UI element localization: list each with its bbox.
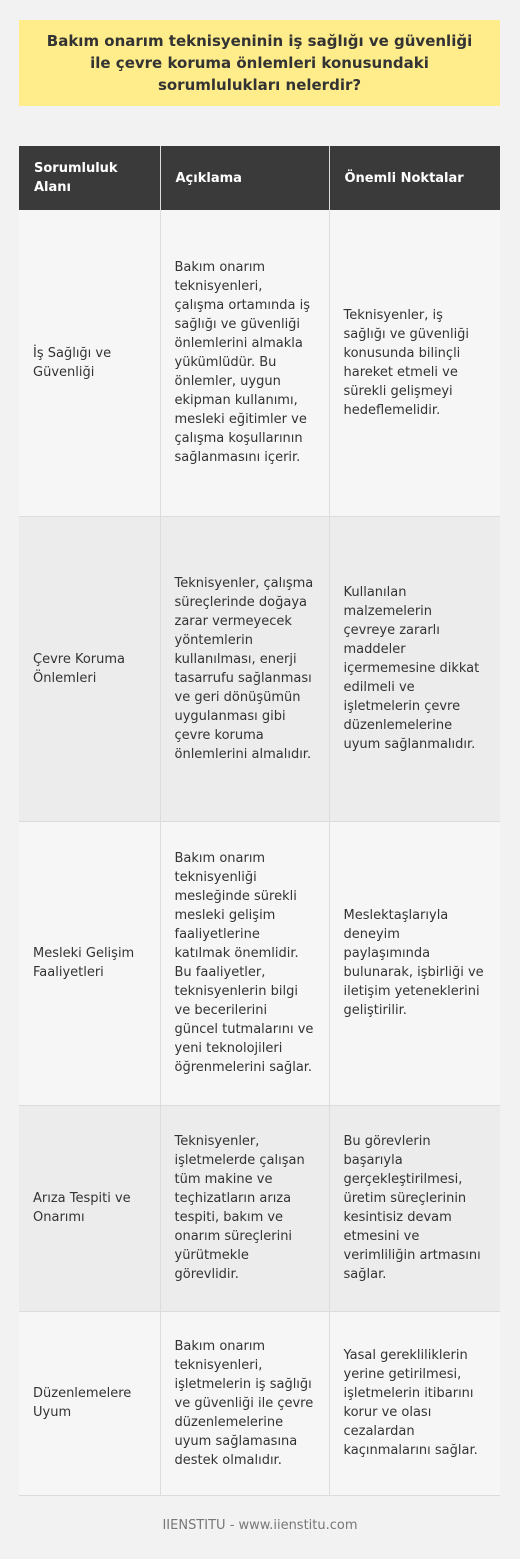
- description-cell: Teknisyenler, işletmelerde çalışan tüm makine ve teçhizatların arıza tespiti, bakım ve onarım süreçlerini yürütmekle görevlidir.: [160, 1105, 329, 1311]
- footer-credit: IIENSTITU - www.iienstitu.com: [162, 1518, 358, 1533]
- description-cell: Bakım onarım teknisyenleri, çalışma ortamında iş sağlığı ve güvenliği önlemlerini almakla yükümlüdür. Bu önlemler, uygun ekipman kullanımı, mesleki eğitimler ve çalışma koşullarının sağlanmasını içerir.: [160, 210, 329, 516]
- notes-cell: Kullanılan malzemelerin çevreye zararlı maddeler içermemesine dikkat edilmeli ve işletmelerin çevre düzenlemelerine uyum sağlanmalıdır.: [329, 516, 500, 821]
- table-row: [19, 1311, 500, 1495]
- table-row: [19, 516, 500, 821]
- area-cell: İş Sağlığı ve Güvenliği: [19, 210, 160, 516]
- area-cell: Çevre Koruma Önlemleri: [19, 516, 160, 821]
- table-row: [19, 821, 500, 1105]
- area-cell: Mesleki Gelişim Faaliyetleri: [19, 821, 160, 1105]
- notes-cell: Meslektaşlarıyla deneyim paylaşımında bulunarak, işbirliği ve iletişim yeteneklerini geliştirilir.: [329, 821, 500, 1105]
- area-cell: Düzenlemelere Uyum: [19, 1311, 160, 1495]
- page-title: Bakım onarım teknisyeninin iş sağlığı ve güvenliği ile çevre koruma önlemleri konusundaki sorumlulukları nelerdir?: [46, 32, 473, 94]
- title-banner: [19, 20, 500, 106]
- column-header: Önemli Noktalar: [329, 146, 500, 210]
- description-cell: Bakım onarım teknisyenleri, işletmelerin iş sağlığı ve güvenliği ile çevre düzenlemelerine uyum sağlamasına destek olmalıdır.: [160, 1311, 329, 1495]
- column-header: Açıklama: [160, 146, 329, 210]
- description-cell: Bakım onarım teknisyenliği mesleğinde sürekli mesleki gelişim faaliyetlerine katılmak önemlidir. Bu faaliyetler, teknisyenlerin bilgi ve becerilerini güncel tutmalarını ve yeni teknolojileri öğrenmelerini sağlar.: [160, 821, 329, 1105]
- notes-cell: Yasal gerekliliklerin yerine getirilmesi, işletmelerin itibarını korur ve olası cezalardan kaçınmalarını sağlar.: [329, 1311, 500, 1495]
- notes-cell: Teknisyenler, iş sağlığı ve güvenliği konusunda bilinçli hareket etmeli ve sürekli gelişmeyi hedeflemelidir.: [329, 210, 500, 516]
- column-header: Sorumluluk Alanı: [19, 146, 160, 210]
- notes-cell: Bu görevlerin başarıyla gerçekleştirilmesi, üretim süreçlerinin kesintisiz devam etmesini ve verimliliğin artmasını sağlar.: [329, 1105, 500, 1311]
- responsibility-table: [19, 146, 500, 1496]
- table-row: [19, 1105, 500, 1311]
- area-cell: Arıza Tespiti ve Onarımı: [19, 1105, 160, 1311]
- table-row: [19, 210, 500, 516]
- description-cell: Teknisyenler, çalışma süreçlerinde doğaya zarar vermeyecek yöntemlerin kullanılması, enerji tasarrufu sağlanması ve geri dönüşümün uygulanması gibi çevre koruma önlemlerini almalıdır.: [160, 516, 329, 821]
- table-header-row: [19, 146, 500, 210]
